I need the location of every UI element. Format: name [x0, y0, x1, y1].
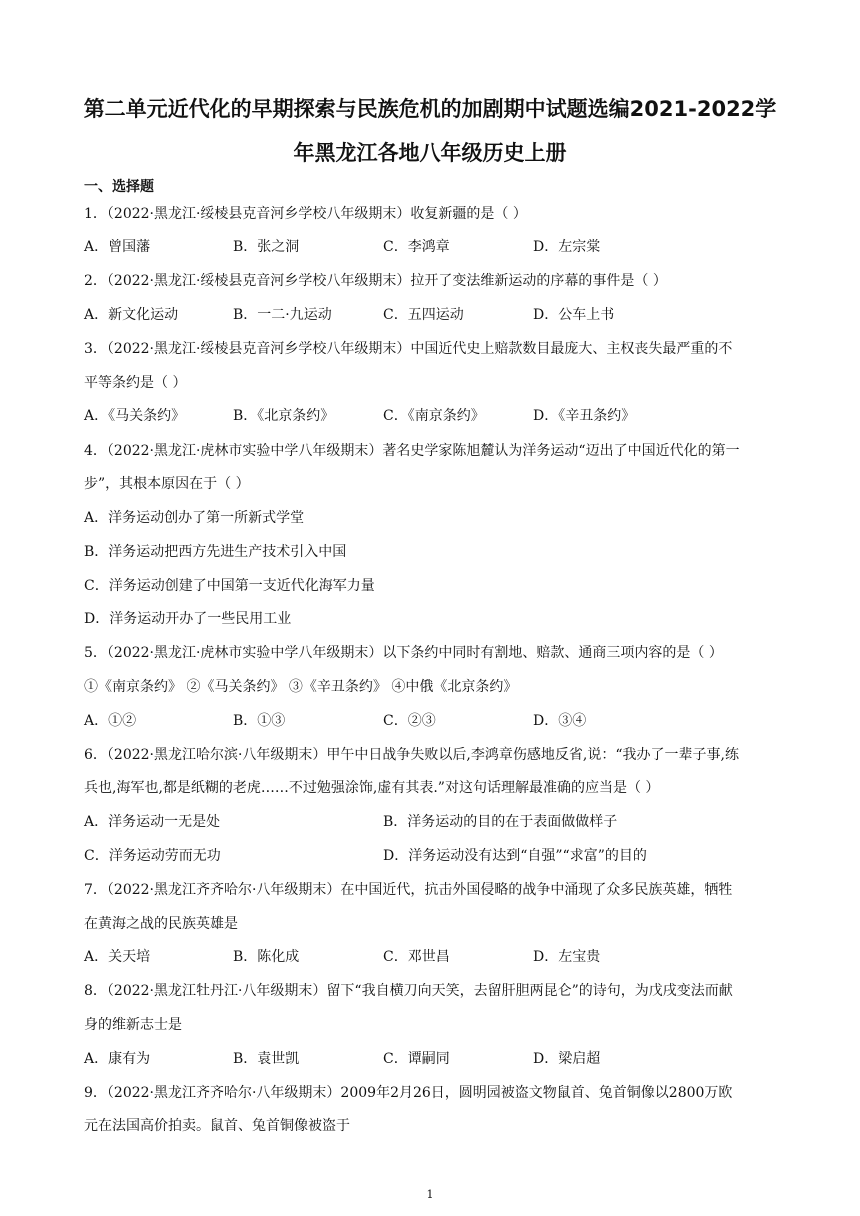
question-8-option-a: A．康有为 — [84, 1051, 151, 1067]
question-6-stem-line-1: 6．（2022·黑龙江哈尔滨·八年级期末）甲午中日战争失败以后,李鸿章伤感地反省,说：“我办了一辈子事,练 — [84, 747, 739, 763]
document-title-line-1: 第二单元近代化的早期探索与民族危机的加剧期中试题选编2021-2022学 — [83, 97, 777, 121]
question-6-option-c: C．洋务运动劳而无功 — [84, 848, 221, 864]
question-3-option-c: C．《南京条约》 — [383, 408, 485, 424]
question-1-option-c: C．李鸿章 — [383, 239, 450, 255]
question-8-option-d: D．梁启超 — [533, 1051, 601, 1067]
question-9-stem-line-2: 元在法国高价拍卖。鼠首、兔首铜像被盗于 — [84, 1118, 350, 1134]
question-6-option-d: D．洋务运动没有达到“自强”“求富”的目的 — [383, 848, 647, 864]
question-3-option-d: D．《辛丑条约》 — [533, 408, 636, 424]
question-2-option-d: D．公车上书 — [533, 307, 615, 323]
question-2-option-a: A．新文化运动 — [84, 307, 179, 323]
question-8-stem-line-2: 身的维新志士是 — [84, 1017, 182, 1033]
question-1-option-a: A．曾国藩 — [84, 239, 151, 255]
question-7-option-d: D．左宝贵 — [533, 949, 601, 965]
section-heading: 一、选择题 — [84, 179, 154, 195]
question-3-stem-line-2: 平等条约是（ ） — [84, 375, 187, 391]
question-5-option-b: B．①③ — [233, 713, 286, 729]
question-5-stem-line-1: 5．（2022·黑龙江·虎林市实验中学八年级期末）以下条约中同时有割地、赔款、通商三项内容的是（ ） — [84, 645, 723, 661]
question-5-option-d: D．③④ — [533, 713, 587, 729]
question-2-stem: 2．（2022·黑龙江·绥棱县克音河乡学校八年级期末）拉开了变法维新运动的序幕的事件是（ ） — [84, 273, 667, 289]
question-6-stem-line-2: 兵也,海军也,都是纸糊的老虎……不过勉强涂饰,虚有其表.”对这句话理解最准确的应当是（ ） — [84, 780, 660, 796]
question-4-stem-line-1: 4．（2022·黑龙江·虎林市实验中学八年级期末）著名史学家陈旭麓认为洋务运动“迈出了中国近代化的第一 — [84, 443, 740, 459]
question-8-option-c: C．谭嗣同 — [383, 1051, 450, 1067]
question-7-option-c: C．邓世昌 — [383, 949, 450, 965]
document-title-line-2: 年黑龙江各地八年级历史上册 — [293, 141, 567, 165]
question-3-option-b: B．《北京条约》 — [233, 408, 335, 424]
question-7-stem-line-2: 在黄海之战的民族英雄是 — [84, 916, 238, 932]
question-1-option-b: B．张之洞 — [233, 239, 300, 255]
question-2-option-b: B．一二·九运动 — [233, 307, 332, 323]
question-7-option-a: A．关天培 — [84, 949, 151, 965]
question-3-stem-line-1: 3．（2022·黑龙江·绥棱县克音河乡学校八年级期末）中国近代史上赔款数目最庞大、主权丧失最严重的不 — [84, 341, 733, 357]
question-2-option-c: C．五四运动 — [383, 307, 464, 323]
question-5-stem-line-2: ①《南京条约》 ②《马关条约》 ③《辛丑条约》 ④中俄《北京条约》 — [84, 679, 518, 695]
question-6-option-b: B．洋务运动的目的在于表面做做样子 — [383, 814, 618, 830]
question-4-option-b: B．洋务运动把西方先进生产技术引入中国 — [84, 544, 347, 560]
page-number: 1 — [426, 1188, 434, 1201]
question-6-option-a: A．洋务运动一无是处 — [84, 814, 221, 830]
question-4-option-d: D．洋务运动开办了一些民用工业 — [84, 611, 292, 627]
question-1-stem: 1．（2022·黑龙江·绥棱县克音河乡学校八年级期末）收复新疆的是（ ） — [84, 206, 527, 222]
question-4-option-c: C．洋务运动创建了中国第一支近代化海军力量 — [84, 578, 375, 594]
question-5-option-c: C．②③ — [383, 713, 436, 729]
question-5-option-a: A．①② — [84, 713, 137, 729]
question-4-option-a: A．洋务运动创办了第一所新式学堂 — [84, 510, 305, 526]
question-3-option-a: A．《马关条约》 — [84, 408, 186, 424]
question-4-stem-line-2: 步”，其根本原因在于（ ） — [84, 476, 250, 492]
question-7-option-b: B．陈化成 — [233, 949, 300, 965]
question-8-stem-line-1: 8．（2022·黑龙江牡丹江·八年级期末）留下“我自横刀向天笑，去留肝胆两昆仑”的诗句，为戊戌变法而献 — [84, 983, 733, 999]
question-8-option-b: B．袁世凯 — [233, 1051, 300, 1067]
question-1-option-d: D．左宗棠 — [533, 239, 601, 255]
question-9-stem-line-1: 9．（2022·黑龙江齐齐哈尔·八年级期末）2009年2月26日，圆明园被盗文物鼠首、兔首铜像以2800万欧 — [84, 1085, 733, 1101]
question-7-stem-line-1: 7．（2022·黑龙江齐齐哈尔·八年级期末）在中国近代，抗击外国侵略的战争中涌现了众多民族英雄，牺牲 — [84, 882, 733, 898]
